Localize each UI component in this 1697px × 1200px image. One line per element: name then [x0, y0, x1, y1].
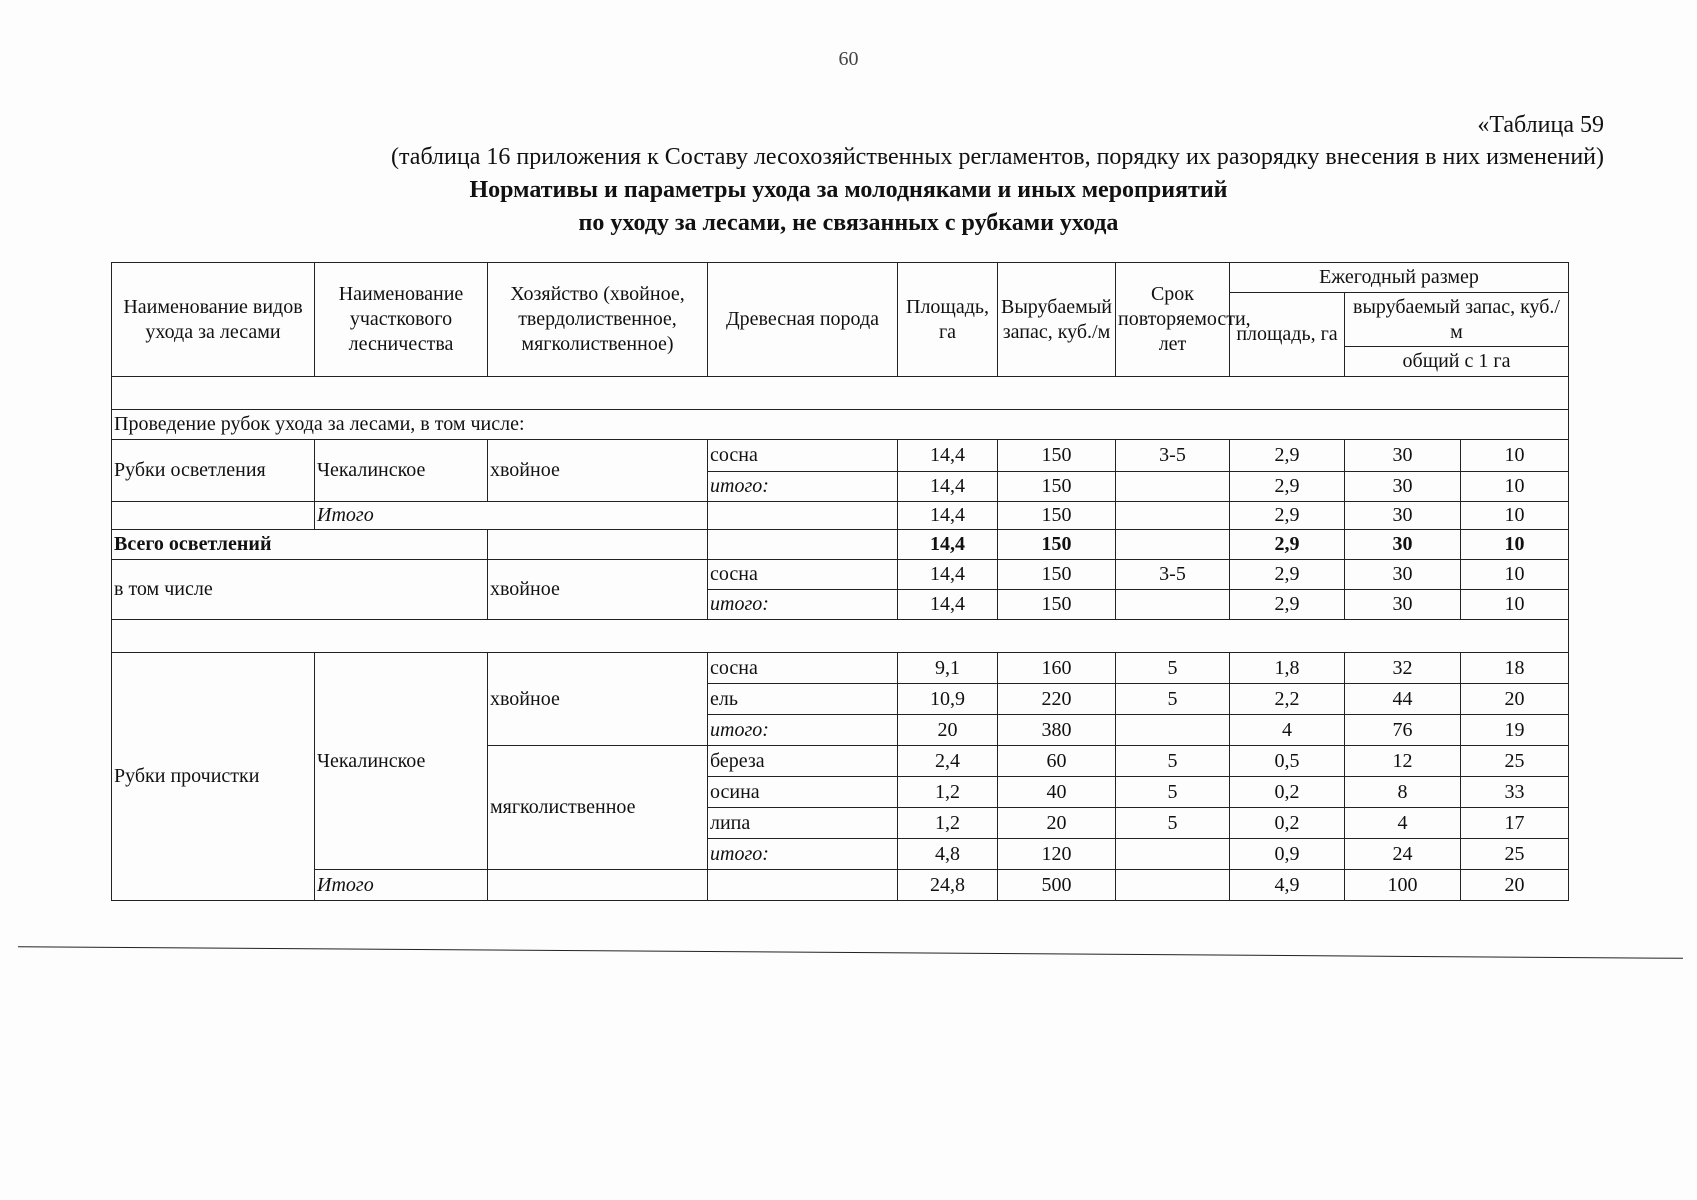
- species-cell: осина: [708, 777, 898, 808]
- area-cell: 4,8: [898, 839, 998, 870]
- per-ha-cell: 10: [1461, 590, 1569, 620]
- spacer-row: [112, 377, 1569, 410]
- area-cell: 20: [898, 715, 998, 746]
- area-cell: 14,4: [898, 502, 998, 530]
- header-kind: Наименование видов ухода за лесами: [112, 263, 315, 377]
- empty-cell: [708, 502, 898, 530]
- annual-stock-cell: 100: [1345, 870, 1461, 901]
- area-cell: 14,4: [898, 472, 998, 502]
- annual-area-cell: 2,2: [1230, 684, 1345, 715]
- annual-area-cell: 0,2: [1230, 808, 1345, 839]
- stock-cell: 150: [998, 440, 1116, 472]
- per-ha-cell: 33: [1461, 777, 1569, 808]
- period-cell: 5: [1116, 808, 1230, 839]
- header-area: Площадь, га: [898, 263, 998, 377]
- total-row: [112, 530, 1569, 560]
- spacer-cell: [112, 620, 1569, 653]
- annual-stock-cell: 24: [1345, 839, 1461, 870]
- period-cell: [1116, 715, 1230, 746]
- area-cell: 1,2: [898, 808, 998, 839]
- table-header: [112, 263, 1569, 377]
- period-cell: [1116, 590, 1230, 620]
- header-forestry: Наименование участкового лесничества: [315, 263, 488, 377]
- annual-stock-cell: 44: [1345, 684, 1461, 715]
- per-ha-cell: 10: [1461, 560, 1569, 590]
- area-cell: 1,2: [898, 777, 998, 808]
- species-cell: итого:: [708, 472, 898, 502]
- period-cell: [1116, 502, 1230, 530]
- empty-cell: [488, 530, 708, 560]
- table-body: [112, 377, 1569, 901]
- per-ha-cell: 20: [1461, 870, 1569, 901]
- species-cell: сосна: [708, 440, 898, 472]
- annual-stock-cell: 30: [1345, 560, 1461, 590]
- period-cell: [1116, 530, 1230, 560]
- per-ha-cell: 17: [1461, 808, 1569, 839]
- household-cell: мягколиственное: [488, 746, 708, 870]
- area-cell: 24,8: [898, 870, 998, 901]
- page-number: 60: [838, 48, 859, 70]
- forestry-cell: Чекалинское: [315, 653, 488, 870]
- header-household: Хозяйство (хвойное, твердолиственное, мягколиственное): [488, 263, 708, 377]
- household-cell: хвойное: [488, 440, 708, 502]
- per-ha-cell: 25: [1461, 746, 1569, 777]
- stock-cell: 150: [998, 472, 1116, 502]
- area-cell: 9,1: [898, 653, 998, 684]
- period-cell: [1116, 472, 1230, 502]
- period-cell: 5: [1116, 777, 1230, 808]
- per-ha-cell: 10: [1461, 440, 1569, 472]
- section-row: [112, 410, 1569, 440]
- spacer-cell: [112, 377, 1569, 410]
- per-ha-cell: 18: [1461, 653, 1569, 684]
- annual-stock-cell: 4: [1345, 808, 1461, 839]
- empty-cell: [708, 530, 898, 560]
- stock-cell: 60: [998, 746, 1116, 777]
- stock-cell: 150: [998, 530, 1116, 560]
- itogo-label: Итого: [315, 502, 708, 530]
- area-cell: 14,4: [898, 560, 998, 590]
- total-label: Всего осветлений: [112, 530, 488, 560]
- empty-cell: [112, 502, 315, 530]
- itogo-row: [112, 870, 1569, 901]
- per-ha-cell: 10: [1461, 502, 1569, 530]
- species-cell: итого:: [708, 715, 898, 746]
- stock-cell: 40: [998, 777, 1116, 808]
- table-number: «Таблица 59: [1477, 112, 1604, 138]
- period-cell: 5: [1116, 653, 1230, 684]
- period-cell: 5: [1116, 746, 1230, 777]
- annual-stock-cell: 8: [1345, 777, 1461, 808]
- annual-area-cell: 2,9: [1230, 502, 1345, 530]
- area-cell: 14,4: [898, 440, 998, 472]
- species-cell: итого:: [708, 839, 898, 870]
- table-row: [112, 440, 1569, 472]
- section-label: Проведение рубок ухода за лесами, в том числе:: [112, 410, 1569, 440]
- header-annual: Ежегодный размер: [1230, 263, 1569, 293]
- kind-cell: Рубки прочистки: [112, 653, 315, 901]
- annual-area-cell: 2,9: [1230, 472, 1345, 502]
- kind-cell: Рубки осветления: [112, 440, 315, 502]
- stock-cell: 150: [998, 502, 1116, 530]
- per-ha-cell: 19: [1461, 715, 1569, 746]
- title-line-2: по уходу за лесами, не связанных с рубками ухода: [578, 210, 1119, 236]
- area-cell: 14,4: [898, 590, 998, 620]
- annual-area-cell: 0,5: [1230, 746, 1345, 777]
- empty-cell: [708, 870, 898, 901]
- header-species: Древесная порода: [708, 263, 898, 377]
- per-ha-cell: 10: [1461, 472, 1569, 502]
- household-cell: хвойное: [488, 653, 708, 746]
- stock-cell: 220: [998, 684, 1116, 715]
- area-cell: 10,9: [898, 684, 998, 715]
- header-stock: Вырубаемый запас, куб./м: [998, 263, 1116, 377]
- annual-area-cell: 2,9: [1230, 560, 1345, 590]
- stock-cell: 500: [998, 870, 1116, 901]
- incl-label: в том числе: [112, 560, 488, 620]
- annual-stock-cell: 30: [1345, 440, 1461, 472]
- stock-cell: 150: [998, 560, 1116, 590]
- annual-area-cell: 0,2: [1230, 777, 1345, 808]
- species-cell: ель: [708, 684, 898, 715]
- annual-stock-cell: 30: [1345, 530, 1461, 560]
- per-ha-cell: 20: [1461, 684, 1569, 715]
- period-cell: 3-5: [1116, 440, 1230, 472]
- annual-stock-cell: 12: [1345, 746, 1461, 777]
- annual-area-cell: 4,9: [1230, 870, 1345, 901]
- stock-cell: 160: [998, 653, 1116, 684]
- itogo-label: Итого: [315, 870, 488, 901]
- table-row: [112, 653, 1569, 684]
- page-divider: [18, 946, 1683, 959]
- area-cell: 2,4: [898, 746, 998, 777]
- stock-cell: 120: [998, 839, 1116, 870]
- norms-table: [111, 262, 1569, 901]
- period-cell: [1116, 839, 1230, 870]
- stock-cell: 150: [998, 590, 1116, 620]
- annual-stock-cell: 76: [1345, 715, 1461, 746]
- species-cell: сосна: [708, 653, 898, 684]
- stock-cell: 20: [998, 808, 1116, 839]
- period-cell: 3-5: [1116, 560, 1230, 590]
- header-annual-area: площадь, га: [1230, 293, 1345, 377]
- annual-area-cell: 4: [1230, 715, 1345, 746]
- area-cell: 14,4: [898, 530, 998, 560]
- empty-cell: [488, 870, 708, 901]
- per-ha-cell: 25: [1461, 839, 1569, 870]
- annual-stock-cell: 30: [1345, 472, 1461, 502]
- annual-area-cell: 2,9: [1230, 440, 1345, 472]
- annual-area-cell: 2,9: [1230, 590, 1345, 620]
- spacer-row: [112, 620, 1569, 653]
- table-title: [0, 174, 1697, 240]
- species-cell: береза: [708, 746, 898, 777]
- header-annual-stock: вырубаемый запас, куб./м: [1345, 293, 1569, 347]
- per-ha-cell: 10: [1461, 530, 1569, 560]
- household-cell: хвойное: [488, 560, 708, 620]
- annual-area-cell: 1,8: [1230, 653, 1345, 684]
- stock-cell: 380: [998, 715, 1116, 746]
- annual-stock-cell: 30: [1345, 502, 1461, 530]
- annual-area-cell: 2,9: [1230, 530, 1345, 560]
- period-cell: 5: [1116, 684, 1230, 715]
- forestry-cell: Чекалинское: [315, 440, 488, 502]
- itogo-row: [112, 502, 1569, 530]
- table-subtitle: (таблица 16 приложения к Составу лесохозяйственных регламентов, порядку их разорядку внесения в них изменений): [391, 144, 1604, 170]
- annual-stock-cell: 32: [1345, 653, 1461, 684]
- species-cell: итого:: [708, 590, 898, 620]
- period-cell: [1116, 870, 1230, 901]
- header-annual-stock-per-ha: общий с 1 га: [1345, 347, 1569, 377]
- header-period: Срок повторяемости, лет: [1116, 263, 1230, 377]
- species-cell: липа: [708, 808, 898, 839]
- title-line-1: Нормативы и параметры ухода за молодняками и иных мероприятий: [469, 177, 1228, 203]
- annual-stock-cell: 30: [1345, 590, 1461, 620]
- species-cell: сосна: [708, 560, 898, 590]
- table-row: [112, 560, 1569, 590]
- annual-area-cell: 0,9: [1230, 839, 1345, 870]
